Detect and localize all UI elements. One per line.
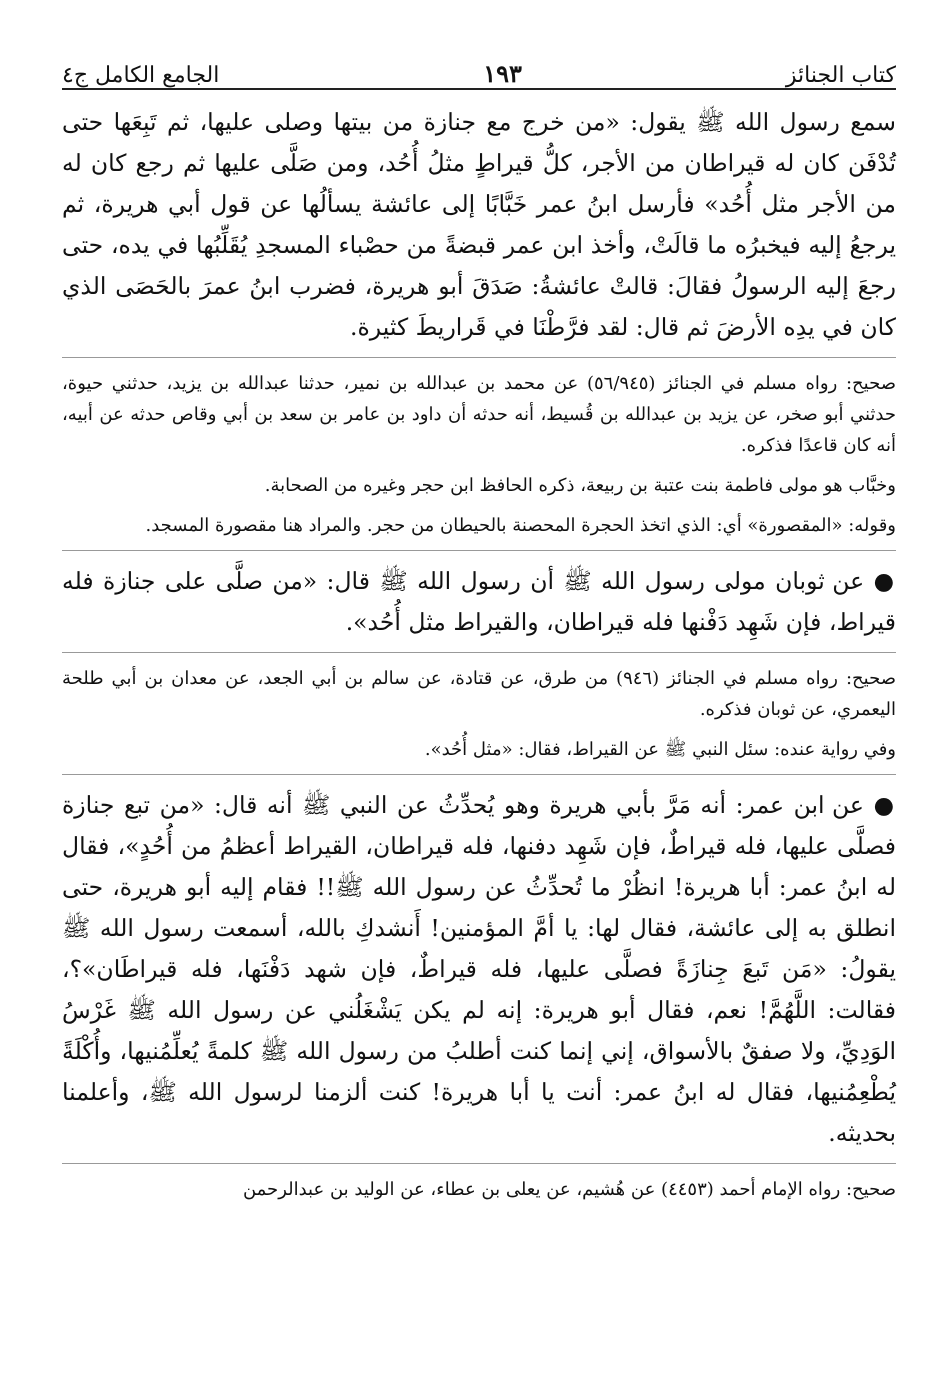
divider bbox=[62, 550, 896, 551]
page-number: ١٩٣ bbox=[483, 59, 522, 88]
page bbox=[62, 40, 896, 1205]
hadith-3-note: صحيح: رواه الإمام أحمد (٤٤٥٣) عن هُشيم، عن يعلى بن عطاء، عن الوليد بن عبدالرحمن bbox=[242, 1179, 896, 1200]
running-header bbox=[62, 40, 896, 90]
hadith-2-note: صحيح: رواه مسلم في الجنائز (٩٤٦) من طرق، عن قتادة، عن سالم بن أبي الجعد، عن معدان بن أبي طلحة اليعمري، عن ثوبان فذكره. bbox=[62, 668, 896, 720]
header-book-title: الجامع الكامل ج٤ bbox=[62, 63, 220, 88]
hadith-2-note: وفي رواية عنده: سئل النبي ﷺ عن القيراط، فقال: «مثل أُحُد». bbox=[424, 739, 896, 760]
divider bbox=[62, 774, 896, 775]
hadith-3 bbox=[62, 785, 896, 1154]
hadith-3-text: عن ابن عمر: أنه مَرَّ بأبي هريرة وهو يُحدِّثُ عن النبي ﷺ أنه قال: «من تبع جنازة فصلَّى عليها، فله قيراطٌ، فإن شَهِد دفنها، فله قيراطان، القيراط أعظمُ من أُحُدٍ»، فقال له ابنُ عمر: أبا هريرة! انظُرْ ما تُحدِّثُ عن رسول الله ﷺ!! فقام إليه أبو هريرة، حتى انطلق به إلى عائشة، فقال لها: يا أمَّ المؤمنين! أَنشدكِ بالله، أسمعت رسول الله ﷺ يقولُ: «مَن تَبعَ جِنازَةً فصلَّى عليها، فله قيراطٌ، فإن شهد دَفْنَها، فله قيراطَان»؟، فقالت: اللَّهُمَّ! نعم، فقال أبو هريرة: إنه لم يكن يَشْغَلُني عن رسول الله ﷺ غَرْسُ الوَدِيِّ، ولا صفقٌ بالأسواق، إني إنما كنت أطلبُ من رسول الله ﷺ كلمةً يُعلِّمُنيها، وأُكْلَةً يُطْعِمُنيها، فقال له ابنُ عمر: أنت يا أبا هريرة! كنت ألزمنا لرسول الله ﷺ، وأعلمنا بحديثه. bbox=[62, 791, 896, 1147]
bullet-icon: ● bbox=[873, 567, 896, 595]
hadith-1-note: وخبَّاب هو مولى فاطمة بنت عتبة بن ربيعة، ذكره الحافظ ابن حجر وغيره من الصحابة. bbox=[264, 475, 896, 496]
bullet-icon: ● bbox=[873, 791, 896, 819]
hadith-1-note: وقوله: «المقصورة» أي: الذي اتخذ الحجرة المحصنة بالحيطان من حجر. والمراد هنا مقصورة المسجد. bbox=[145, 515, 896, 536]
divider bbox=[62, 357, 896, 358]
divider bbox=[62, 1163, 896, 1164]
header-chapter-title: كتاب الجنائز bbox=[785, 63, 896, 88]
hadith-2 bbox=[62, 561, 896, 643]
hadith-1-text: سمع رسول الله ﷺ يقول: «من خرج مع جنازة من بيتها وصلى عليها، ثم تَبِعَها حتى تُدْفَن كان له قيراطان من الأجر، كلُّ قيراطٍ مثلُ أُحُد، ومن صَلَّى عليها ثم رجع كان له من الأجر مثل أُحُد» فأرسل ابنُ عمر خَبَّابًا إلى عائشة يسألُها عن قول أبي هريرة، ثم يرجعُ إليه فيخبرُه ما قالَتْ، وأخذ ابن عمر قبضةً من حصْباء المسجدِ يُقَلِّبُها في يده، حتى رجعَ إليه الرسولُ فقالَ: قالتْ عائشةُ: صَدَقَ أبو هريرة، فضرب ابنُ عمرَ بالحَصَى الذي كان في يدِه الأرضَ ثم قال: لقد فرَّطْنَا في قَراريطَ كثيرة. bbox=[62, 108, 896, 341]
hadith-2-text: عن ثوبان مولى رسول الله ﷺ أن رسول الله ﷺ قال: «من صلَّى على جنازة فله قيراط، فإن شَهِد دَفْنها فله قيراطان، والقيراط مثل أُحُد». bbox=[62, 567, 896, 636]
divider bbox=[62, 652, 896, 653]
hadith-1-note: صحيح: رواه مسلم في الجنائز (٥٦/٩٤٥) عن محمد بن عبدالله بن نمير، حدثنا عبدالله بن يزيد، حدثني حيوة، حدثني أبو صخر، عن يزيد بن عبدالله بن قُسيط، أنه حدثه أن داود بن عامر بن سعد بن أبي وقاص حدثه عن أبيه، أنه كان قاعدًا فذكره. bbox=[62, 373, 896, 456]
